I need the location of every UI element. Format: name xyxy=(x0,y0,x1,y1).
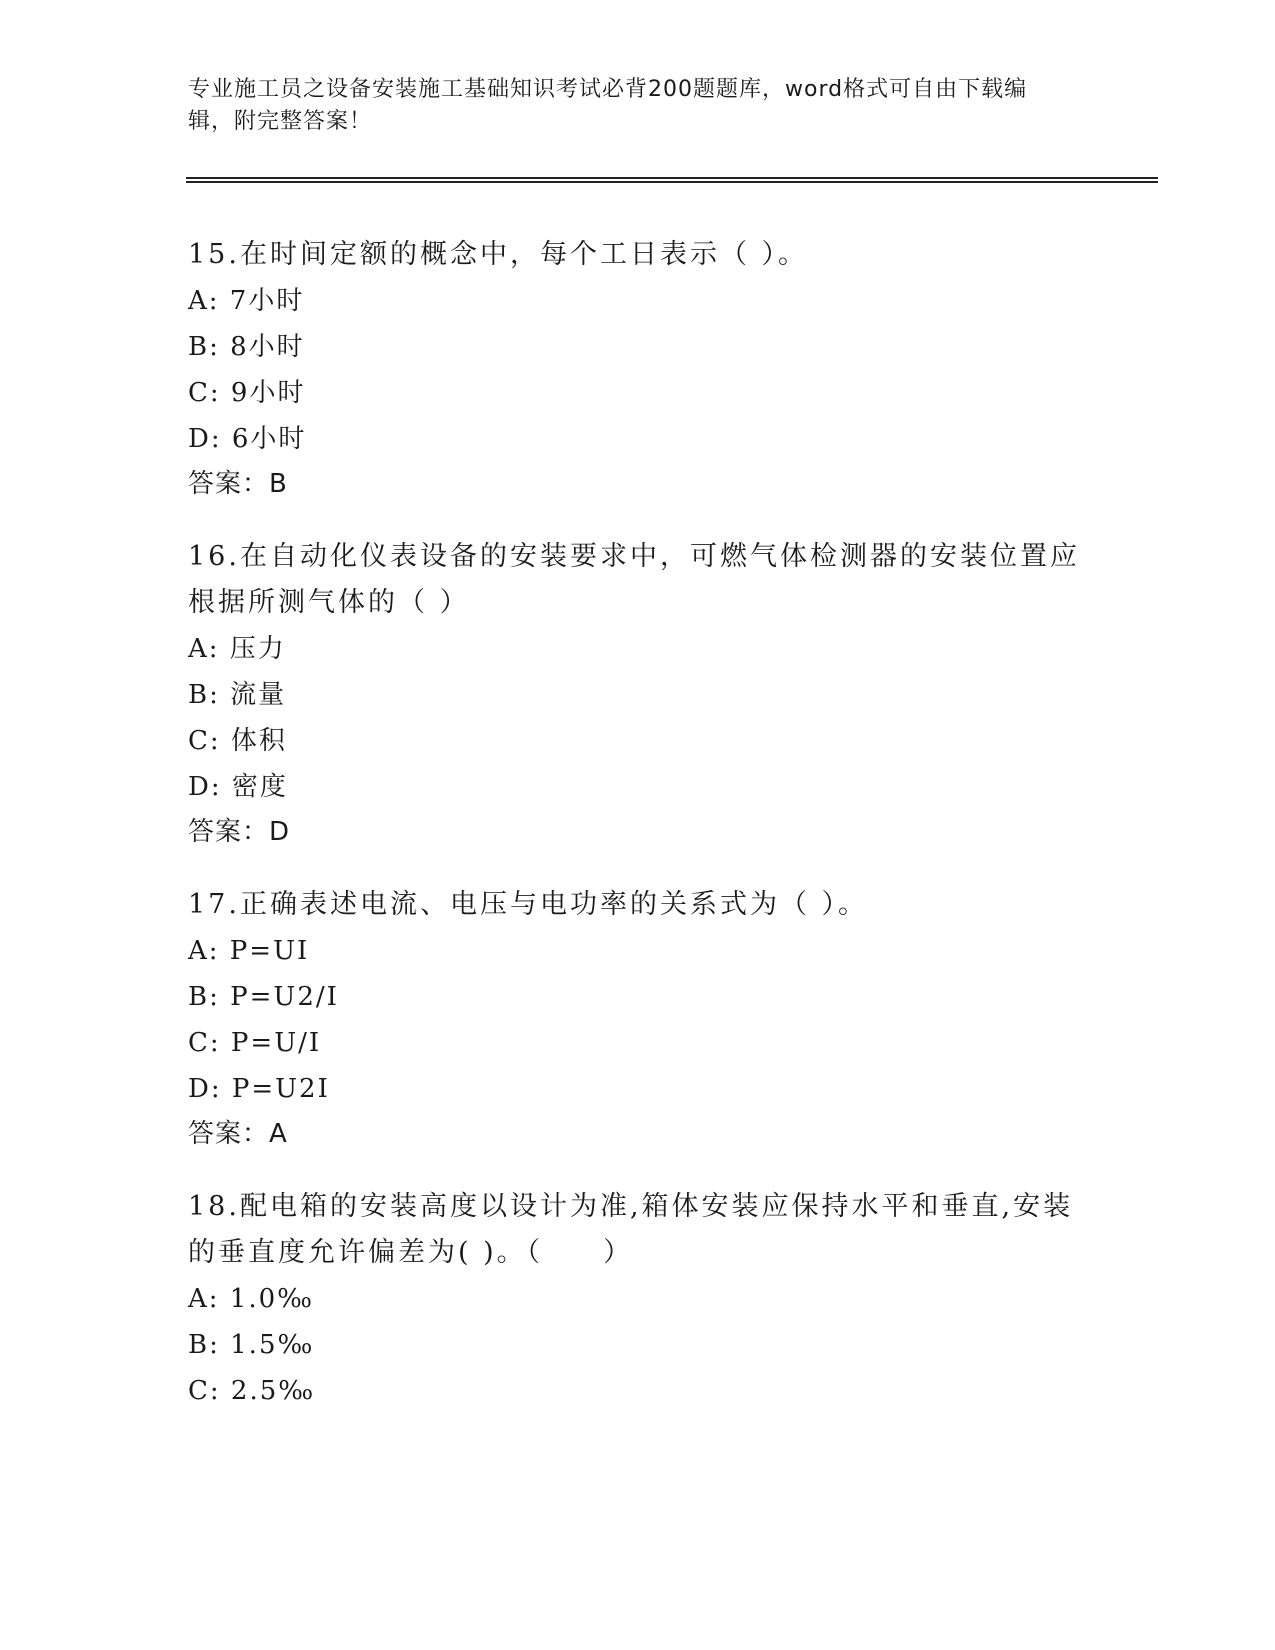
answer-line: 答案：D xyxy=(188,817,291,847)
question-stem: 15.在时间定额的概念中，每个工日表示（ ）。 xyxy=(188,239,809,270)
header-divider-bottom xyxy=(186,181,1158,183)
header-divider-top xyxy=(186,177,1158,179)
document-intro: 专业施工员之设备安装施工基础知识考试必背200题题库，word格式可自由下载编辑，附完整答案！ xyxy=(188,77,1028,134)
question-stem: 16.在自动化仪表设备的安装要求中，可燃气体检测器的安装位置应根据所测气体的（ ） xyxy=(188,541,1080,618)
answer-line: 答案：B xyxy=(188,469,288,499)
option-a: A: 1.0‰ xyxy=(188,1284,315,1314)
option-c: C: P=U/I xyxy=(188,1028,322,1058)
option-c: C: 9小时 xyxy=(188,378,306,408)
option-b: B: 1.5‰ xyxy=(188,1330,315,1360)
option-b: B: 8小时 xyxy=(188,332,305,362)
option-d: D: 密度 xyxy=(188,772,288,802)
question-15 xyxy=(188,232,1088,506)
option-b: B: P=U2/I xyxy=(188,982,339,1012)
option-c: C: 体积 xyxy=(188,726,287,756)
option-c: C: 2.5‰ xyxy=(188,1376,316,1406)
question-18 xyxy=(188,1184,1088,1414)
option-b: B: 流量 xyxy=(188,680,287,710)
option-d: D: 6小时 xyxy=(188,424,307,454)
option-d: D: P=U2I xyxy=(188,1074,330,1104)
option-a: A: P=UI xyxy=(188,936,310,966)
question-stem: 17.正确表述电流、电压与电功率的关系式为（ ）。 xyxy=(188,889,869,920)
question-stem: 18.配电箱的安装高度以设计为准,箱体安装应保持水平和垂直,安装的垂直度允许偏差为( )。（ ） xyxy=(188,1191,1074,1268)
question-16 xyxy=(188,534,1088,854)
answer-line: 答案：A xyxy=(188,1119,288,1149)
question-list xyxy=(188,232,1088,1442)
option-a: A: 压力 xyxy=(188,634,286,664)
option-a: A: 7小时 xyxy=(188,286,305,316)
question-17 xyxy=(188,882,1088,1156)
